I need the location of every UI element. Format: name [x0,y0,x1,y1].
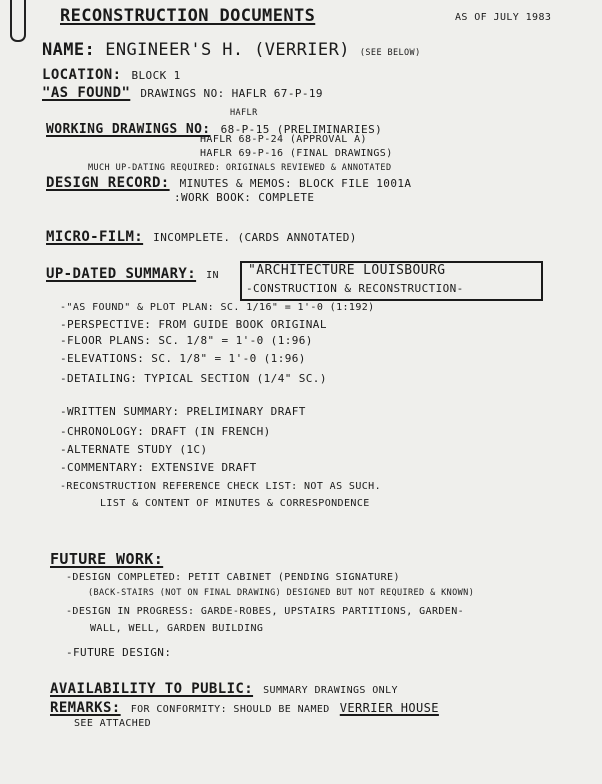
location-value: BLOCK 1 [131,69,181,82]
availability-label: AVAILABILITY TO PUBLIC: [50,681,254,697]
remarks-note: SEE ATTACHED [74,718,152,729]
name-label: NAME: [42,40,96,60]
summary-item-11: LIST & CONTENT OF MINUTES & CORRESPONDENCE [100,498,370,509]
binder-hole [10,0,26,42]
design-label: DESIGN RECORD: [46,175,170,191]
remarks-line [50,697,439,716]
summary-boxed-1: "ARCHITECTURE LOUISBOURG [248,263,446,278]
name-value: ENGINEER'S H. (VERRIER) [105,40,350,60]
summary-item-4: -ELEVATIONS: SC. 1/8" = 1'-0 (1:96) [60,352,306,365]
summary-item-10: -RECONSTRUCTION REFERENCE CHECK LIST: NOT AS SUCH. [60,481,382,492]
design-value-2: :WORK BOOK: COMPLETE [174,191,315,204]
document-title: RECONSTRUCTION DOCUMENTS [60,6,316,26]
summary-item-9: -COMMENTARY: EXTENSIVE DRAFT [60,461,257,474]
microfilm-line [46,226,357,245]
summary-item-7: -CHRONOLOGY: DRAFT (IN FRENCH) [60,425,271,438]
availability-value: SUMMARY DRAWINGS ONLY [263,685,398,696]
summary-item-5: -DETAILING: TYPICAL SECTION (1/4" SC.) [60,372,327,385]
summary-boxed-2: -CONSTRUCTION & RECONSTRUCTION- [246,282,464,295]
summary-item-2: -PERSPECTIVE: FROM GUIDE BOOK ORIGINAL [60,318,327,331]
working-prefix: HAFLR [230,108,258,118]
future-line-1: -DESIGN COMPLETED: PETIT CABINET (PENDING SIGNATURE) [66,572,400,583]
asfound-line [42,82,323,101]
future-work-label: FUTURE WORK: [50,550,164,568]
working-value-3: HAFLR 69-P-16 (FINAL DRAWINGS) [200,148,393,159]
remarks-house-name: VERRIER HOUSE [339,701,439,715]
summary-item-8: -ALTERNATE STUDY (1C) [60,443,208,456]
name-note: (SEE BELOW) [359,48,421,58]
availability-line [50,678,398,697]
remarks-value: FOR CONFORMITY: SHOULD BE NAMED [130,704,330,715]
summary-item-3: -FLOOR PLANS: SC. 1/8" = 1'-0 (1:96) [60,334,313,347]
asfound-value: DRAWINGS NO: HAFLR 67-P-19 [140,87,323,100]
future-line-2: (BACK-STAIRS (NOT ON FINAL DRAWING) DESIGNED BUT NOT REQUIRED & KNOWN) [88,588,475,598]
future-line-5: -FUTURE DESIGN: [66,646,172,659]
microfilm-value: INCOMPLETE. (CARDS ANNOTATED) [153,231,357,244]
summary-item-6: -WRITTEN SUMMARY: PRELIMINARY DRAFT [60,405,306,418]
summary-in: IN [206,270,219,281]
future-line-3: -DESIGN IN PROGRESS: GARDE-ROBES, UPSTAIRS PARTITIONS, GARDEN- [66,606,465,617]
summary-label: UP-DATED SUMMARY: [46,266,197,282]
working-value-2: HAFLR 68-P-24 (APPROVAL A) [200,134,367,145]
remarks-label: REMARKS: [50,700,121,716]
working-value-1: 68-P-15 (PRELIMINARIES) [220,123,383,136]
location-line [42,64,181,83]
design-value-1: MINUTES & MEMOS: BLOCK FILE 1001A [179,177,412,190]
summary-line [46,263,219,282]
working-label: WORKING DRAWINGS NO: [46,122,211,137]
summary-item-1: -"AS FOUND" & PLOT PLAN: SC. 1/16" = 1'-0 (1:192) [60,302,375,313]
microfilm-label: MICRO-FILM: [46,229,144,245]
name-line [42,40,421,60]
design-line-1 [46,172,411,191]
location-label: LOCATION: [42,67,122,83]
working-note: MUCH UP-DATING REQUIRED: ORIGINALS REVIEWED & ANNOTATED [88,163,392,173]
asfound-label: "AS FOUND" [42,85,131,101]
document-date: AS OF JULY 1983 [455,12,552,23]
future-line-4: WALL, WELL, GARDEN BUILDING [90,623,264,634]
